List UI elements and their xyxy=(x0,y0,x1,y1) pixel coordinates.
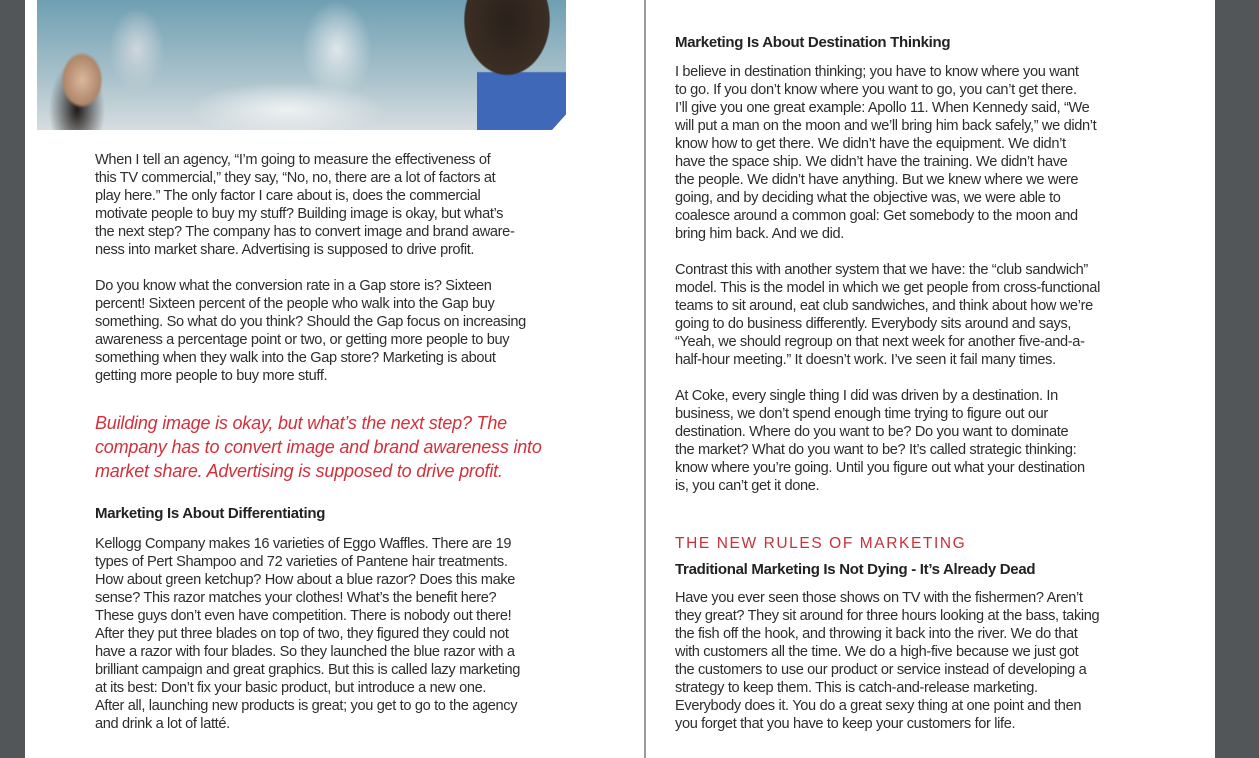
text-line: and drink a lot of latté. xyxy=(95,716,230,732)
text-line: These guys don’t even have competition. There is nobody out there! xyxy=(95,608,512,624)
text-line: play here.” The only factor I care about is, does the commercial xyxy=(95,188,481,204)
text-line: going to do business differently. Everybody sits around and says, xyxy=(675,316,1072,332)
text-line: Everybody does it. You do a great sexy thing at one point and then xyxy=(675,698,1082,714)
text-line: getting more people to buy more stuff. xyxy=(95,368,328,384)
section-heading: Marketing Is About Differentiating xyxy=(95,505,326,522)
text-line: the customers to use our product or service instead of developing a xyxy=(675,662,1087,678)
paragraph xyxy=(95,277,526,385)
text-line: Do you know what the conversion rate in a Gap store is? Sixteen xyxy=(95,278,492,294)
text-line: Kellogg Company makes 16 varieties of Eggo Waffles. There are 19 xyxy=(95,536,512,552)
text-line: the next step? The company has to convert image and brand aware- xyxy=(95,224,515,240)
text-line: something when they walk into the Gap store? Marketing is about xyxy=(95,350,496,366)
text-line: model. This is the model in which we get people from cross-functional xyxy=(675,280,1100,296)
text-line: know how to get there. We didn’t have the equipment. We didn’t xyxy=(675,136,1066,152)
section-heading: Traditional Marketing Is Not Dying - It’s Already Dead xyxy=(675,561,1036,578)
paragraph xyxy=(675,387,1085,495)
text-line: At Coke, every single thing I did was driven by a destination. In xyxy=(675,388,1058,404)
meeting-photo xyxy=(37,0,566,130)
text-line: this TV commercial,” they say, “No, no, there are a lot of factors at xyxy=(95,170,496,186)
text-line: strategy to keep them. This is catch-and-release marketing. xyxy=(675,680,1038,696)
text-line: percent! Sixteen percent of the people who walk into the Gap buy xyxy=(95,296,495,312)
text-line: I believe in destination thinking; you have to know where you want xyxy=(675,64,1079,80)
text-line: the market? What do you want to be? It’s called strategic thinking: xyxy=(675,442,1077,458)
text-line: market share. Advertising is supposed to drive profit. xyxy=(95,461,503,481)
text-line: the people. We didn’t have anything. But we knew where we were xyxy=(675,172,1079,188)
text-line: the fish off the hook, and throwing it back into the river. We do that xyxy=(675,626,1078,642)
text-line: “Yeah, we should regroup on that next week for another five-and-a- xyxy=(675,334,1085,350)
text-line: will put a man on the moon and we’ll bring him back safely,” we didn’t xyxy=(675,118,1097,134)
text-line: I’ll give you one great example: Apollo 11. When Kennedy said, “We xyxy=(675,100,1090,116)
text-line: is, you can’t get it done. xyxy=(675,478,820,494)
text-line: they great? They sit around for three hours looking at the bass, taking xyxy=(675,608,1100,624)
section-heading: Marketing Is About Destination Thinking xyxy=(675,34,951,51)
paragraph xyxy=(675,261,1100,369)
text-line: ness into market share. Advertising is supposed to drive profit. xyxy=(95,242,475,258)
text-line: Have you ever seen those shows on TV with the fishermen? Aren’t xyxy=(675,590,1083,606)
text-line: you forget that you have to keep your customers for life. xyxy=(675,716,1016,732)
text-line: types of Pert Shampoo and 72 varieties of Pantene hair treatments. xyxy=(95,554,508,570)
paragraph xyxy=(95,535,520,733)
text-line: After they put three blades on top of two, they figured they could not xyxy=(95,626,509,642)
text-line: to go. If you don’t know where you want to go, you can’t get there. xyxy=(675,82,1077,98)
text-line: After all, launching new products is great; you get to go to the agency xyxy=(95,698,518,714)
text-line: teams to sit around, eat club sandwiches, and think about how we’re xyxy=(675,298,1093,314)
text-line: know where you’re going. Until you figure out what your destination xyxy=(675,460,1085,476)
text-line: at its best: Don’t fix your basic product, but introduce a new one. xyxy=(95,680,487,696)
paragraph xyxy=(675,63,1096,243)
paragraph xyxy=(95,151,514,259)
text-line: something. So what do you think? Should the Gap focus on increasing xyxy=(95,314,526,330)
text-line: company has to convert image and brand awareness into xyxy=(95,437,542,457)
text-line: Contrast this with another system that we have: the “club sandwich” xyxy=(675,262,1088,278)
text-line: going, and by deciding what the objective was, we were able to xyxy=(675,190,1061,206)
paragraph xyxy=(675,589,1099,733)
text-line: business, we don’t spend enough time trying to figure out our xyxy=(675,406,1048,422)
text-line: destination. Where do you want to be? Do you want to dominate xyxy=(675,424,1069,440)
text-line: with customers all the time. We do a high-five because we just got xyxy=(675,644,1079,660)
section-kicker: THE NEW RULES OF MARKETING xyxy=(675,535,967,552)
pull-quote xyxy=(95,411,542,483)
text-line: have a razor with four blades. So they launched the blue razor with a xyxy=(95,644,515,660)
text-line: coalesce around a common goal: Get somebody to the moon and xyxy=(675,208,1078,224)
text-line: motivate people to buy my stuff? Building image is okay, but what’s xyxy=(95,206,504,222)
text-line: have the space ship. We didn’t have the training. We didn’t have xyxy=(675,154,1068,170)
text-line: When I tell an agency, “I’m going to measure the effectiveness of xyxy=(95,152,491,168)
text-line: brilliant campaign and great graphics. But this is called lazy marketing xyxy=(95,662,520,678)
text-line: half-hour meeting.” It doesn’t work. I’ve seen it fail many times. xyxy=(675,352,1056,368)
text-line: How about green ketchup? How about a blue razor? Does this make xyxy=(95,572,516,588)
text-line: sense? This razor matches your clothes! What’s the benefit here? xyxy=(95,590,497,606)
text-line: awareness a percentage point or two, or getting more people to buy xyxy=(95,332,510,348)
text-line: Building image is okay, but what’s the next step? The xyxy=(95,413,507,433)
page-divider xyxy=(644,0,646,758)
text-line: bring him back. And we did. xyxy=(675,226,845,242)
